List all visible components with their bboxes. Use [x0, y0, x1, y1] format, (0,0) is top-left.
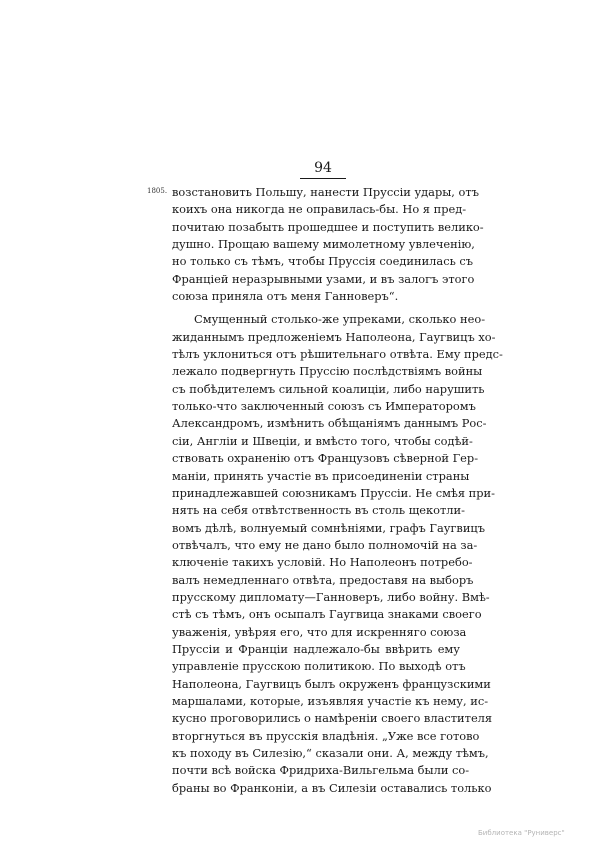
- text-line: валъ немедленнаго отвѣта, предоставя на выборъ: [172, 572, 474, 587]
- text-line: нять на себя отвѣтственность въ столь щекотли-: [172, 503, 465, 518]
- text-line: возстановить Польшу, нанести Пруссіи удары, отъ: [172, 185, 479, 199]
- text-line: къ походу въ Силезію,“ сказали они. А, между тѣмъ,: [172, 746, 489, 760]
- text-line: почитаю позабыть прошедшее и поступить велико-: [172, 219, 484, 234]
- text-line: ключеніе такихъ условій. Но Наполеонъ потребо-: [172, 555, 473, 570]
- text-line: почти всѣ войска Фридриха-Вильгельма были со-: [172, 763, 470, 778]
- text-line: союза приняла отъ меня Ганноверъ“.: [172, 289, 399, 304]
- text-line: Наполеона, Гаугвицъ былъ окруженъ французскими: [172, 676, 491, 691]
- text-line: тѣлъ уклониться отъ рѣшительнаго отвѣта. Ему предс-: [172, 347, 503, 362]
- text-line: принадлежавшей союзникамъ Пруссіи. Не смѣя при-: [172, 485, 495, 500]
- text-line: маршалами, которые, изъявляя участіе къ нему, ис-: [172, 693, 489, 708]
- text-line: отвѣчалъ, что ему не дано было полномочій на за-: [172, 537, 478, 552]
- text-line: Пруссіи и Франціи надлежало-бы ввѣрить ему: [172, 641, 460, 656]
- text-line: уваженія, увѣряя его, что для искренняго союза: [172, 624, 467, 639]
- text-line: управленіе прусскою политикою. По выходѣ отъ: [172, 659, 466, 674]
- text-line: вторгнуться въ прусскія владѣнія. „Уже все готово: [172, 728, 480, 743]
- text-line: жиданнымъ предложеніемъ Наполеона, Гаугвицъ хо-: [172, 329, 496, 344]
- text-line: браны во Франконіи, а въ Силезіи оставались только: [172, 780, 492, 795]
- page-number-rule: [300, 178, 346, 179]
- text-line: душно. Прощаю вашему мимолетному увлеченію,: [172, 237, 475, 252]
- body-text: [172, 184, 503, 797]
- text-line: коихъ она никогда не оправилась-бы. Но я пред-: [172, 202, 467, 217]
- text-line: лежало подвергнуть Пруссію послѣдствіямъ войны: [172, 364, 483, 379]
- library-watermark: Библиотека "Руниверс": [478, 829, 565, 837]
- paragraph: [172, 311, 503, 797]
- text-line: маніи, принять участіе въ присоединеніи страны: [172, 468, 470, 483]
- text-line: кусно проговорились о намѣреніи своего властителя: [172, 711, 493, 726]
- text-line: но только съ тѣмъ, чтобы Пруссія соединилась съ: [172, 254, 474, 269]
- paragraph: [172, 184, 484, 305]
- text-line: Александромъ, измѣнить обѣщаніямъ даннымъ Рос-: [172, 416, 487, 431]
- page-number: 94: [314, 160, 332, 176]
- text-line: ствовать охраненію отъ Французовъ сѣверной Гер-: [172, 451, 479, 466]
- text-line: стѣ съ тѣмъ, онъ осыпалъ Гаугвица знаками своего: [172, 607, 482, 622]
- text-line: Франціей неразрывными узами, и въ залогъ этого: [172, 271, 475, 286]
- text-line: вомъ дѣлѣ, волнуемый сомнѣніями, графъ Гаугвицъ: [172, 520, 485, 535]
- text-line: только-что заключенный союзъ съ Императоромъ: [172, 399, 476, 414]
- text-line: сіи, Англіи и Швеціи, и вмѣсто того, чтобы содѣй-: [172, 433, 473, 448]
- text-line: съ побѣдителемъ сильной коалиціи, либо нарушить: [172, 381, 485, 396]
- margin-year-note: 1805.: [147, 187, 168, 195]
- text-line: Смущенный столько-же упреками, сколько нео-: [194, 312, 486, 327]
- text-line: прусскому дипломату—Ганноверъ, либо войну. Вмѣ-: [172, 589, 490, 604]
